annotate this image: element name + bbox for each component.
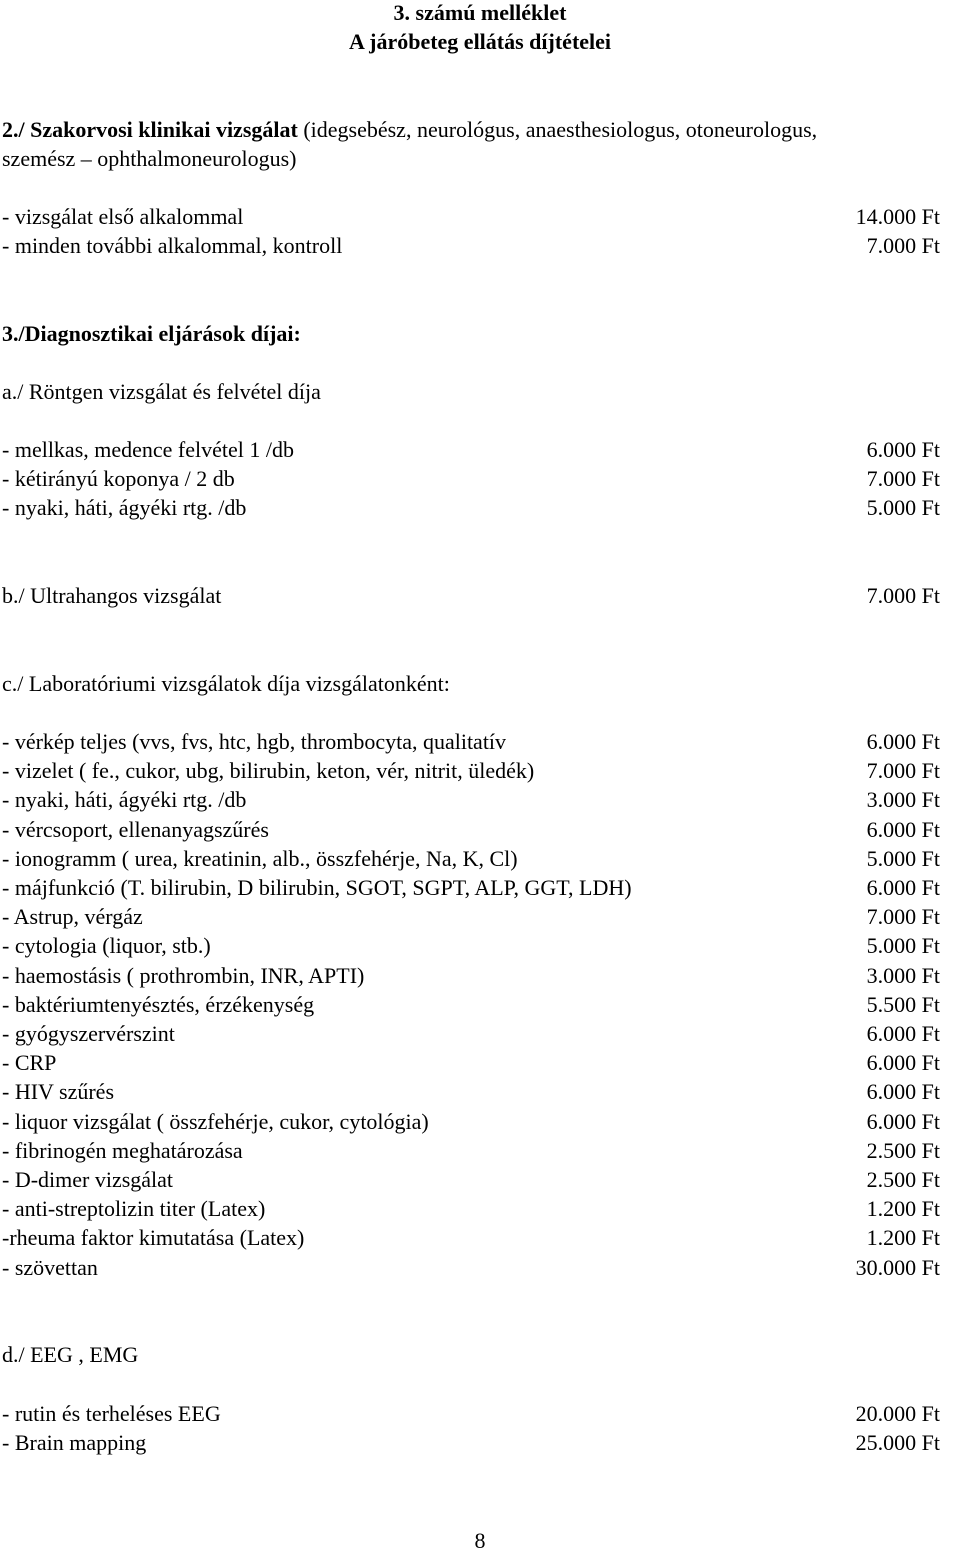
item-price: 2.500 Ft bbox=[866, 1167, 940, 1192]
section2-heading-cont: szemész – ophthalmoneurologus) bbox=[2, 146, 297, 171]
item-price: 25.000 Ft bbox=[855, 1430, 940, 1455]
item-price: 5.500 Ft bbox=[866, 992, 940, 1017]
item-price: 6.000 Ft bbox=[866, 437, 940, 462]
section2-heading: 2./ Szakorvosi klinikai vizsgálat (idegsebész, neurológus, anaesthesiologus, otoneurologus, bbox=[2, 117, 818, 142]
item-label: - kétirányú koponya / 2 db bbox=[2, 466, 235, 491]
subsection-a-title: a./ Röntgen vizsgálat és felvétel díja bbox=[2, 379, 321, 404]
price-row bbox=[0, 1255, 960, 1281]
item-label: - minden további alkalommal, kontroll bbox=[2, 233, 343, 258]
item-price: 7.000 Ft bbox=[866, 583, 940, 608]
item-price: 5.000 Ft bbox=[866, 933, 940, 958]
item-label: - CRP bbox=[2, 1050, 57, 1075]
price-row bbox=[0, 1225, 960, 1251]
price-row bbox=[0, 933, 960, 959]
price-row bbox=[0, 204, 960, 230]
item-label: - vérkép teljes (vvs, fvs, htc, hgb, thrombocyta, qualitatív bbox=[2, 729, 507, 754]
annex-number: 3. számú melléklet bbox=[393, 0, 567, 25]
item-label: - fibrinogén meghatározása bbox=[2, 1138, 243, 1163]
price-row bbox=[0, 729, 960, 755]
price-row bbox=[0, 495, 960, 521]
price-row bbox=[0, 1138, 960, 1164]
item-price: 6.000 Ft bbox=[866, 817, 940, 842]
price-row bbox=[0, 1430, 960, 1456]
item-price: 7.000 Ft bbox=[866, 758, 940, 783]
item-label: - haemostásis ( prothrombin, INR, APTI) bbox=[2, 963, 365, 988]
item-price: 1.200 Ft bbox=[866, 1225, 940, 1250]
subsection-b-title: b./ Ultrahangos vizsgálat bbox=[2, 583, 222, 608]
item-price: 6.000 Ft bbox=[866, 1079, 940, 1104]
item-price: 5.000 Ft bbox=[866, 846, 940, 871]
item-label: - mellkas, medence felvétel 1 /db bbox=[2, 437, 294, 462]
item-price: 7.000 Ft bbox=[866, 904, 940, 929]
item-label: - Brain mapping bbox=[2, 1430, 147, 1455]
item-price: 6.000 Ft bbox=[866, 875, 940, 900]
price-row bbox=[0, 233, 960, 259]
item-label: -rheuma faktor kimutatása (Latex) bbox=[2, 1225, 305, 1250]
item-price: 2.500 Ft bbox=[866, 1138, 940, 1163]
item-price: 6.000 Ft bbox=[866, 1021, 940, 1046]
price-row bbox=[0, 787, 960, 813]
item-price: 7.000 Ft bbox=[866, 233, 940, 258]
item-label: - ionogramm ( urea, kreatinin, alb., összfehérje, Na, K, Cl) bbox=[2, 846, 518, 871]
item-price: 1.200 Ft bbox=[866, 1196, 940, 1221]
price-row bbox=[0, 1021, 960, 1047]
item-label: - vizsgálat első alkalommal bbox=[2, 204, 244, 229]
page-number: 8 bbox=[474, 1528, 486, 1553]
price-row bbox=[0, 1109, 960, 1135]
subsection-c-title: c./ Laboratóriumi vizsgálatok díja vizsgálatonként: bbox=[2, 671, 450, 696]
item-price: 14.000 Ft bbox=[855, 204, 940, 229]
item-label: - D-dimer vizsgálat bbox=[2, 1167, 174, 1192]
item-price: 3.000 Ft bbox=[866, 963, 940, 988]
item-price: 6.000 Ft bbox=[866, 729, 940, 754]
price-row bbox=[0, 1050, 960, 1076]
price-row bbox=[0, 466, 960, 492]
item-price: 20.000 Ft bbox=[855, 1401, 940, 1426]
item-price: 6.000 Ft bbox=[866, 1109, 940, 1134]
item-label: - gyógyszervérszint bbox=[2, 1021, 175, 1046]
price-row bbox=[0, 1401, 960, 1427]
item-label: - anti-streptolizin titer (Latex) bbox=[2, 1196, 266, 1221]
item-label: - baktériumtenyésztés, érzékenység bbox=[2, 992, 315, 1017]
price-row bbox=[0, 963, 960, 989]
item-label: - májfunkció (T. bilirubin, D bilirubin, SGOT, SGPT, ALP, GGT, LDH) bbox=[2, 875, 632, 900]
item-label: - vizelet ( fe., cukor, ubg, bilirubin, keton, vér, nitrit, üledék) bbox=[2, 758, 535, 783]
item-price: 7.000 Ft bbox=[866, 466, 940, 491]
item-label: - nyaki, háti, ágyéki rtg. /db bbox=[2, 787, 247, 812]
price-row bbox=[0, 1196, 960, 1222]
subsection-d-title: d./ EEG , EMG bbox=[2, 1342, 139, 1367]
item-price: 3.000 Ft bbox=[866, 787, 940, 812]
price-row bbox=[0, 1079, 960, 1105]
price-row bbox=[0, 904, 960, 930]
item-label: - nyaki, háti, ágyéki rtg. /db bbox=[2, 495, 247, 520]
item-label: - vércsoport, ellenanyagszűrés bbox=[2, 817, 269, 842]
price-row bbox=[0, 846, 960, 872]
item-label: - szövettan bbox=[2, 1255, 98, 1280]
section3-heading: 3./Diagnosztikai eljárások díjai: bbox=[2, 321, 301, 346]
item-price: 5.000 Ft bbox=[866, 495, 940, 520]
price-row bbox=[0, 1167, 960, 1193]
item-price: 30.000 Ft bbox=[855, 1255, 940, 1280]
item-label: - liquor vizsgálat ( összfehérje, cukor, cytológia) bbox=[2, 1109, 429, 1134]
price-row bbox=[0, 583, 960, 609]
price-row bbox=[0, 992, 960, 1018]
price-row bbox=[0, 437, 960, 463]
item-price: 6.000 Ft bbox=[866, 1050, 940, 1075]
price-row bbox=[0, 817, 960, 843]
price-row bbox=[0, 875, 960, 901]
document-title: A járóbeteg ellátás díjtételei bbox=[348, 29, 612, 54]
item-label: - HIV szűrés bbox=[2, 1079, 115, 1104]
price-row bbox=[0, 758, 960, 784]
item-label: - cytologia (liquor, stb.) bbox=[2, 933, 211, 958]
item-label: - Astrup, vérgáz bbox=[2, 904, 143, 929]
item-label: - rutin és terheléses EEG bbox=[2, 1401, 221, 1426]
